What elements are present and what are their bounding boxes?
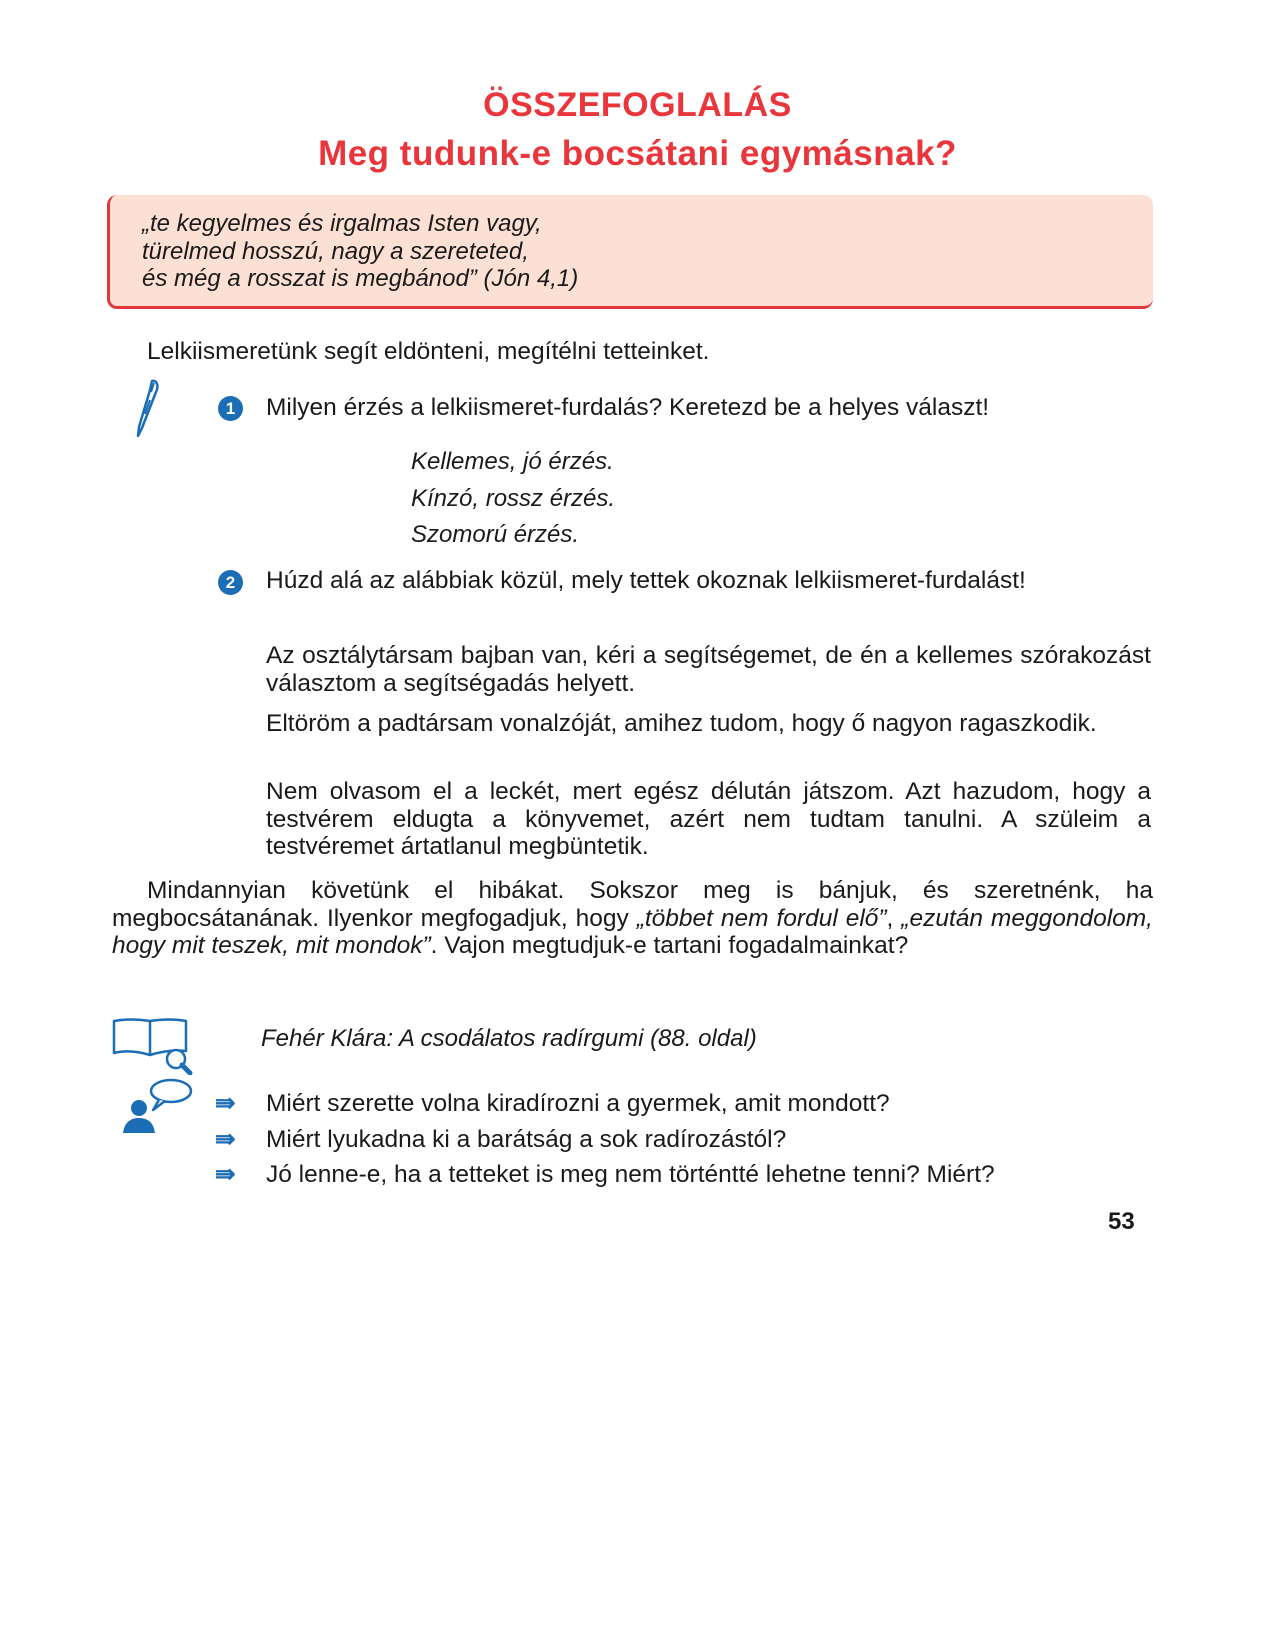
discussion-question <box>215 1090 1155 1118</box>
question-2-text: Húzd alá az alábbiak közül, mely tettek okoznak lelkiismeret-furdalást! <box>266 567 1026 594</box>
statement-item[interactable]: Az osztálytársam bajban van, kéri a segítségemet, de én a kellemes szórakozást választom a segítségadás helyett. <box>266 642 1151 697</box>
page-number: 53 <box>1108 1208 1135 1235</box>
question-1-text: Milyen érzés a lelkiismeret-furdalás? Keretezd be a helyes választ! <box>266 394 990 421</box>
discussion-question-text: Miért lyukadna ki a barátság a sok radírozástól? <box>266 1126 787 1153</box>
question-number-badge: 2 <box>218 570 243 595</box>
reading-book-icon <box>110 1015 200 1075</box>
pen-icon <box>130 378 164 440</box>
discussion-question <box>215 1126 1155 1154</box>
paragraph-italic-quote: „többet nem fordul elő” <box>636 904 887 932</box>
quote-line: türelmed hosszú, nagy a szereteted, <box>142 237 529 265</box>
discussion-question-text: Jó lenne-e, ha a tetteket is meg nem történtté lehetne tenni? Miért? <box>266 1161 995 1188</box>
double-arrow-icon: ⇛ <box>215 1126 236 1153</box>
quote-line: „te kegyelmes és irgalmas Isten vagy, <box>142 210 542 237</box>
reading-reference: Fehér Klára: A csodálatos radírgumi (88. oldal) <box>261 1025 757 1052</box>
answer-option[interactable]: Kellemes, jó érzés. <box>411 448 614 475</box>
body-paragraph <box>112 877 1153 960</box>
paragraph-italic-quote: „ezután meggondolom, hogy mit teszek, mit mondok” <box>112 904 1153 959</box>
paragraph-text: , <box>886 904 902 932</box>
paragraph-text: Mindannyian követünk el hibákat. Sokszor meg is bánjuk, és szeretnénk, ha megbocsátanának. Ilyenkor megfogadjuk, hogy <box>112 877 1153 932</box>
discussion-icon <box>117 1078 195 1134</box>
statement-item[interactable]: Nem olvasom el a leckét, mert egész délután játszom. Azt hazudom, hogy a testvérem eldugta a könyvemet, azért nem tudtam tanulni. A szüleim a testvéremet ártatlanul megbüntetik. <box>266 778 1151 860</box>
discussion-question <box>215 1161 1155 1189</box>
double-arrow-icon: ⇛ <box>215 1090 236 1117</box>
statement-item[interactable]: Eltöröm a padtársam vonalzóját, amihez tudom, hogy ő nagyon ragaszkodik. <box>266 710 1097 737</box>
intro-text: Lelkiismeretünk segít eldönteni, megítélni tetteinket. <box>147 338 710 365</box>
quote-line: és még a rosszat is megbánod” (Jón 4,1) <box>142 265 579 292</box>
paragraph-text: . Vajon megtudjuk-e tartani fogadalmainkat? <box>430 932 909 959</box>
double-arrow-icon: ⇛ <box>215 1161 236 1188</box>
answer-option[interactable]: Kínzó, rossz érzés. <box>411 485 616 512</box>
answer-option[interactable]: Szomorú érzés. <box>411 521 580 548</box>
question-number-badge: 1 <box>218 396 243 421</box>
bible-quote <box>142 210 578 293</box>
section-title: ÖSSZEFOGLALÁS <box>483 86 792 124</box>
lesson-title: Meg tudunk-e bocsátani egymásnak? <box>318 134 957 173</box>
discussion-question-text: Miért szerette volna kiradírozni a gyermek, amit mondott? <box>266 1090 890 1117</box>
